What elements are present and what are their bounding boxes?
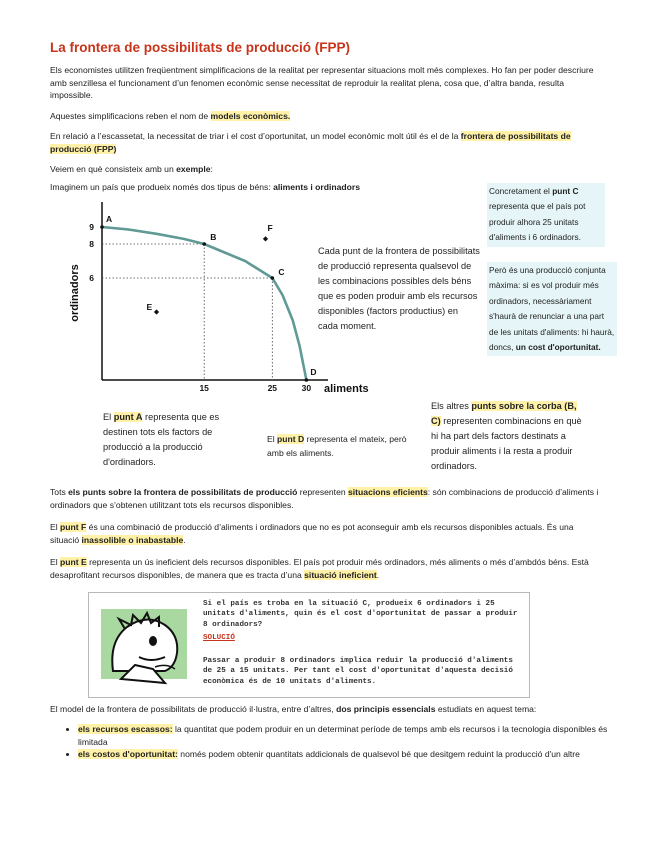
- opportunity-costs-text: només podem obtenir quantitats addicionals de qualsevol bé que desitgem reduint la producció d'un altre: [177, 749, 580, 760]
- opportunity-costs-highlight: els costos d'oportunitat:: [78, 749, 178, 760]
- point-d-highlight: punt D: [277, 434, 305, 444]
- example-bold: exemple: [176, 164, 211, 174]
- intro-p4-text: Veiem en què consisteix amb un: [50, 164, 177, 174]
- list-item: [78, 723, 618, 748]
- goods-bold: aliments i ordinadors: [273, 182, 361, 192]
- exercise-question: Si el país es troba en la situació C, produeix 6 ordinadors i 25 unitats d'aliments, quin és el cost d'oportunitat de passar a produir 8 ordinadors?: [203, 600, 518, 629]
- x-tick-label-30: 30: [301, 383, 312, 393]
- exercise-box: [88, 592, 530, 698]
- point-B: [202, 242, 206, 246]
- f-pre: El: [50, 522, 61, 532]
- fpp-chart: [60, 198, 369, 403]
- eff-post: : són combinacions de producció d’aliments i ordinadors que s’obtenen utilitzant tots els recursos disponibles.: [50, 487, 599, 510]
- closing-post: estudiats en aquest tema:: [435, 704, 537, 714]
- y-axis-label: ordinadors: [69, 264, 81, 322]
- x-axis-label: aliments: [324, 383, 369, 395]
- point-a-description: [103, 410, 253, 470]
- page-title: La frontera de possibilitats de producció (FPP): [50, 40, 351, 55]
- opportunity-cost-bold: un cost d'oportunitat.: [515, 342, 601, 353]
- y-tick-label-9: 9: [89, 222, 94, 232]
- point-label-B: B: [210, 232, 217, 242]
- point-f-highlight: punt F: [60, 522, 87, 532]
- f-post: .: [183, 534, 186, 545]
- scarce-resources-text: la quantitat que podem produir en un determinat període de temps amb els recursos i la tecnologia disponibles és limitada: [78, 724, 608, 747]
- side-note-1-post: representa que el país pot produir alhora 25 unitats d'aliments i 6 ordinadors.: [489, 201, 586, 243]
- side-note-2: [487, 262, 617, 356]
- thinking-man-illustration: [95, 601, 191, 687]
- point-label-C: C: [278, 267, 285, 277]
- intro-paragraph-2: [50, 110, 598, 123]
- point-c-bold: punt C: [552, 186, 579, 196]
- e-pre: El: [50, 557, 61, 567]
- scarce-resources-highlight: els recursos escassos:: [78, 724, 173, 734]
- principles-list: [58, 723, 618, 761]
- list-item: [78, 748, 618, 761]
- efficient-paragraph: [50, 486, 602, 511]
- intro-p4-colon: :: [210, 164, 213, 174]
- side-note-2-pre: Però és una producció conjunta màxima: si es vol produir més ordinadors, necessàriament s'haurà de renunciar a una part de les unitats d'aliments: hi haurà, doncs,: [489, 265, 615, 353]
- point-D: [305, 378, 309, 382]
- point-d-pre: El: [267, 434, 278, 444]
- y-tick-label-8: 8: [89, 239, 94, 249]
- point-E: [154, 309, 159, 314]
- intro-paragraph-5: [50, 181, 470, 194]
- point-label-D: D: [310, 367, 317, 377]
- point-e-paragraph: [50, 556, 602, 581]
- side-note-1-pre: Concretament el: [489, 186, 553, 196]
- point-a-highlight: punt A: [113, 412, 143, 422]
- other-points-description: [431, 399, 587, 474]
- point-C: [271, 276, 275, 280]
- point-f-paragraph: [50, 521, 602, 546]
- closing-paragraph: [50, 703, 602, 716]
- e-mid: representa un ús ineficient dels recursos disponibles. El país pot produir més ordinadors, més aliments o més d’ambdós béns. Està desaprofitant recursos disponibles, de manera que es tracta d’una: [50, 557, 589, 580]
- point-a-post: representa que es destinen tots els factors de producció a la producció d'ordinadors.: [103, 412, 220, 467]
- point-d-post: representa el mateix, però amb els aliments.: [267, 434, 407, 458]
- intro-p3-text: En relació a l’escassetat, la necessitat de triar i el cost d’oportunitat, un model econòmic molt útil és el de la: [50, 131, 461, 141]
- x-tick-label-25: 25: [267, 383, 278, 393]
- inefficient-highlight: situació ineficient: [304, 569, 377, 580]
- efficient-highlight: situacions eficients: [348, 487, 428, 497]
- point-a-pre: El: [103, 412, 114, 422]
- eff-mid: representen: [297, 487, 349, 497]
- eff-bold: els punts sobre la frontera de possibilitats de producció: [68, 487, 298, 497]
- side-note-1: [487, 183, 605, 247]
- e-post: .: [376, 569, 380, 580]
- principles-bold: dos principis essencials: [336, 704, 436, 714]
- exercise-answer: Passar a produir 8 ordinadors implica reduir la producció d'aliments de 25 a 15 unitats. Per tant el cost d'oportunitat d'aquesta decisió econòmica és de 10 unitats d'aliments.: [203, 657, 513, 686]
- point-label-A: A: [106, 214, 113, 224]
- unattainable-highlight: inassolible o inabastable: [81, 534, 184, 545]
- others-highlight: punts sobre la corba (B, C): [431, 401, 577, 426]
- f-mid: és una combinació de producció d’aliments i ordinadors que no es pot aconseguir amb els recursos disponibles actuals. És una situació: [50, 522, 574, 545]
- point-d-description: [267, 432, 417, 460]
- point-label-F: F: [267, 222, 273, 233]
- x-tick-label-15: 15: [199, 383, 209, 393]
- point-e-highlight: punt E: [60, 557, 87, 567]
- eye-shape: [149, 636, 157, 646]
- intro-paragraph-3: [50, 130, 598, 155]
- closing-pre: El model de la frontera de possibilitats de producció il·lustra, entre d’altres,: [50, 704, 337, 714]
- point-A: [100, 225, 104, 229]
- intro-paragraph-4: [50, 163, 598, 176]
- models-highlight: models econòmics.: [210, 111, 291, 121]
- others-post: representen combinacions en què hi ha part dels factors destinats a produir aliments i la resta a produir ordinadors.: [431, 416, 582, 471]
- intro-paragraph-1: Els economistes utilitzen freqüentment simplificacions de la realitat per representar situacions molt més complexes. Ho fan per poder descriure amb senzillesa el funcionament d’un fenomen econòmic sense necessitat de reproduir la realitat plena, cosa que, d’altra banda, resulta impossible.: [50, 65, 594, 101]
- point-label-E: E: [146, 302, 153, 312]
- others-pre: Els altres: [431, 401, 472, 411]
- intro-p5-text: Imaginem un país que produeix només dos tipus de béns:: [50, 182, 274, 192]
- point-F: [263, 236, 268, 241]
- fpp-highlight: frontera de possibilitats de producció (FPP): [50, 131, 571, 154]
- solution-label: SOLUCIÓ: [203, 634, 235, 642]
- y-tick-label-6: 6: [89, 273, 94, 283]
- center-annotation: Cada punt de la frontera de possibilitats de producció representa qualsevol de les combinacions possibles dels béns que es poden produir amb els recursos disponibles (factors productius) en cada moment.: [318, 246, 480, 331]
- eff-pre: Tots: [50, 487, 69, 497]
- intro-p2-text: Aquestes simplificacions reben el nom de: [50, 111, 211, 121]
